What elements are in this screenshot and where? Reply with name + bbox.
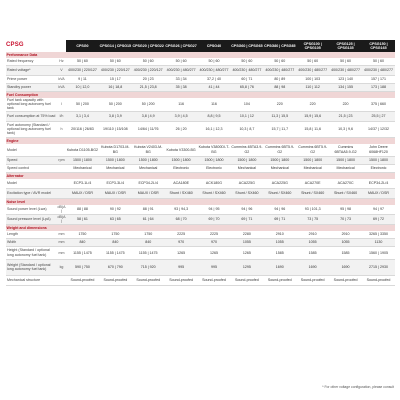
table-cell: 1585 <box>329 246 362 259</box>
table-cell: 2280 <box>230 231 263 239</box>
table-cell: 3,1 | 3,4 <box>66 111 99 121</box>
table-cell: 1500 | 1800 <box>99 156 132 164</box>
table-cell: Mechanical <box>99 164 132 172</box>
table-cell: 995 <box>198 259 231 275</box>
table-cell: 1155 | 1475 <box>66 246 99 259</box>
table-cell: 400/230 | 480/277 <box>198 66 231 76</box>
table-cell: Shunt / SX460 <box>263 188 296 198</box>
row-unit: dB(A) <box>57 204 66 214</box>
spec-table-body <box>6 40 395 285</box>
model-header: CPSG40 <box>198 40 231 52</box>
table-cell: 20/116 | 26/83 <box>66 121 99 137</box>
model-header: CPSG14 | CPSG15 <box>99 40 132 52</box>
table-cell: 1750 <box>132 231 165 239</box>
table-cell: 26 | 20 <box>165 121 198 137</box>
row-unit: rpm <box>57 156 66 164</box>
model-header: CPSG100 | CPSG105 <box>296 40 329 52</box>
table-cell: 90 | 92 <box>99 205 132 215</box>
table-cell: 60 | 71 <box>230 76 263 84</box>
table-row <box>6 111 395 121</box>
table-row <box>6 246 395 259</box>
table-cell: 15,7 | 11,7 <box>263 121 296 137</box>
table-row <box>6 164 395 172</box>
table-cell: 73 | 75 <box>296 214 329 224</box>
table-cell: 970 <box>198 238 231 246</box>
table-cell: 220 <box>296 98 329 111</box>
table-cell: ECP3-3L/4 <box>99 179 132 189</box>
section-title: Engine <box>6 137 395 144</box>
table-cell: 69 | 72 <box>362 214 395 224</box>
row-unit: kg <box>57 259 66 275</box>
row-label: Speed control <box>6 164 57 172</box>
table-cell: 1690 <box>296 259 329 275</box>
table-cell: 400/230 | 220/127 <box>66 66 99 76</box>
table-cell: 1690 <box>263 259 296 275</box>
table-cell: 400/230 | 220/127 <box>132 66 165 76</box>
table-cell: Cummins 6BTAA5.9-G2 <box>329 144 362 157</box>
table-cell: 88 | 91 <box>132 205 165 215</box>
table-cell: Shunt / SX460 <box>230 188 263 198</box>
table-cell: ECP34-2L/4 <box>362 179 395 189</box>
table-cell: 1130 <box>362 238 395 246</box>
row-unit <box>57 164 66 172</box>
row-label: Height (Standard / optional long autonomy fuel tank) <box>6 246 57 259</box>
table-row <box>6 259 395 275</box>
table-cell: Cummins 6BT5.9-G2 <box>263 144 296 157</box>
table-row <box>6 231 395 239</box>
table-row <box>6 179 395 189</box>
table-cell: 95 | 98 <box>329 205 362 215</box>
row-label: Rated voltage* <box>6 66 57 76</box>
table-cell: 33 | 34 <box>165 76 198 84</box>
row-unit: Hz <box>57 58 66 66</box>
row-unit: h <box>57 121 66 137</box>
row-label: Rated frequency <box>6 58 57 66</box>
table-cell: 134 | 155 <box>329 84 362 92</box>
table-cell: 2715 | 2930 <box>362 259 395 275</box>
table-cell: ACA270E <box>296 179 329 189</box>
row-unit: l/h <box>57 111 66 121</box>
table-cell: 3265 | 3350 <box>362 231 395 239</box>
table-cell: 8,8 | 9,5 <box>198 111 231 121</box>
model-header: CPSG125 | CPSG135 <box>329 40 362 52</box>
table-cell: ECP34-2L/4 <box>132 179 165 189</box>
table-cell: 35 | 38 <box>165 84 198 92</box>
table-cell: 80 | 89 <box>263 76 296 84</box>
table-cell: 50 | 60 <box>362 58 395 66</box>
table-cell: 590 | 750 <box>66 259 99 275</box>
table-cell: 670 | 790 <box>99 259 132 275</box>
table-cell: Sound-proofed <box>362 275 395 285</box>
table-cell: Mechanical <box>66 164 99 172</box>
table-cell: ACA225G <box>263 179 296 189</box>
table-cell: 123 | 140 <box>329 76 362 84</box>
table-cell: 65,8 | 76 <box>230 84 263 92</box>
table-cell: 19/110 | 15/108 <box>99 121 132 137</box>
table-cell: 1055 <box>329 238 362 246</box>
table-cell: MAUX / DSR <box>99 188 132 198</box>
table-cell: 50 | 60 <box>296 58 329 66</box>
table-cell: ACK180G <box>198 179 231 189</box>
table-cell: 10,3 | 8,7 <box>230 121 263 137</box>
table-row <box>6 98 395 111</box>
footnote: * For other voltage configuration, please consult <box>322 385 394 389</box>
table-cell: ACA180E <box>165 179 198 189</box>
table-cell: 50 | 200 <box>99 98 132 111</box>
table-cell: Electronic <box>362 164 395 172</box>
table-cell: MAUX / DSR <box>66 188 99 198</box>
row-label: Excitation type / AVR model <box>6 188 57 198</box>
table-row <box>6 238 395 246</box>
table-cell: 220 <box>263 98 296 111</box>
row-label: Standby power <box>6 84 57 92</box>
table-cell: 1500 | 1800 <box>329 156 362 164</box>
table-cell: 1560 | 1905 <box>362 246 395 259</box>
table-cell: 50 | 60 <box>329 58 362 66</box>
table-cell: 50 | 60 <box>198 58 231 66</box>
table-cell: Kubota V3300-BG <box>165 144 198 157</box>
table-cell: 21,5 | 23,8 <box>132 84 165 92</box>
table-cell: 2225 <box>198 231 231 239</box>
table-cell: 9 | 11 <box>66 76 99 84</box>
table-cell: 41 | 44 <box>198 84 231 92</box>
table-cell: 1500 | 1800 <box>263 156 296 164</box>
table-cell: 715 | 920 <box>132 259 165 275</box>
model-header: CPSG26 | CPSG27 <box>165 40 198 52</box>
table-cell: 10 | 12,0 <box>66 84 99 92</box>
row-unit <box>57 179 66 189</box>
row-unit: kVA <box>57 76 66 84</box>
table-cell: Mechanical <box>230 164 263 172</box>
table-cell: 93 | 94,3 <box>165 205 198 215</box>
row-unit: kVA <box>57 84 66 92</box>
row-label: Width <box>6 238 57 246</box>
row-label: Sound pressure level (LpA) <box>6 214 57 224</box>
section-title: Fuel Consumption <box>6 92 395 99</box>
model-header: CPSG20 | CPSG22 <box>132 40 165 52</box>
row-unit: mm <box>57 238 66 246</box>
row-label: Model <box>6 144 57 157</box>
table-cell: 1500 | 1800 <box>165 156 198 164</box>
header-row <box>6 40 395 52</box>
table-cell: Kubota V3800DI-T-BG <box>198 144 231 157</box>
table-cell: Mechanical <box>263 164 296 172</box>
table-cell: 94 | 96 <box>230 205 263 215</box>
section-title: Noise level <box>6 198 395 205</box>
table-cell: 2225 <box>165 231 198 239</box>
table-cell: Kubota D1703-M-BG <box>99 144 132 157</box>
row-label: Prime power <box>6 76 57 84</box>
table-row <box>6 214 395 224</box>
table-cell: 3,8 | 4,9 <box>132 111 165 121</box>
table-cell: 50 | 200 <box>132 98 165 111</box>
table-cell: Shunt / SX460 <box>296 188 329 198</box>
row-label: Model <box>6 179 57 189</box>
table-cell: MAUX / DSR <box>132 188 165 198</box>
table-cell: 94 | 95 <box>198 205 231 215</box>
table-cell: 116 <box>165 98 198 111</box>
table-cell: ECP3-1L/4 <box>66 179 99 189</box>
table-cell: 1155 | 1475 <box>99 246 132 259</box>
table-cell: 375 | 660 <box>362 98 395 111</box>
table-cell: 110 | 112 <box>296 84 329 92</box>
table-cell: Sound-proofed <box>132 275 165 285</box>
table-cell: 14/37 | 12/32 <box>362 121 395 137</box>
table-cell: 1500 | 1800 <box>132 156 165 164</box>
table-cell: 2910 <box>263 231 296 239</box>
table-cell: 20 | 23 <box>132 76 165 84</box>
table-cell: 840 <box>132 238 165 246</box>
table-cell: 16,1 | 12,3 <box>198 121 231 137</box>
table-cell: 10,3 | 9,6 <box>329 121 362 137</box>
table-row <box>6 275 395 285</box>
table-cell: Electronic <box>198 164 231 172</box>
table-cell: Shunt / SX460 <box>198 188 231 198</box>
spec-table <box>6 40 395 286</box>
table-cell: MAUX / DSR <box>362 188 395 198</box>
table-cell: 50 | 60 <box>230 58 263 66</box>
table-cell: 3,8 | 3,9 <box>99 111 132 121</box>
table-cell: 61 | 64 <box>132 214 165 224</box>
table-cell: Shunt / SX460 <box>329 188 362 198</box>
table-cell: Mechanical <box>329 164 362 172</box>
table-cell: 14/64 | 11/76 <box>132 121 165 137</box>
table-cell: 15,9 | 15,6 <box>296 111 329 121</box>
row-label: Fuel tank capacity with optional long autonomy fuel tank <box>6 98 57 111</box>
row-unit: mm <box>57 231 66 239</box>
table-cell: 50 | 60 <box>263 58 296 66</box>
table-cell: 400/230 | 480/277 <box>329 66 362 76</box>
table-cell: 58 | 61 <box>66 214 99 224</box>
table-cell: 10,1 | 12 <box>230 111 263 121</box>
table-cell: 116 <box>198 98 231 111</box>
table-cell: 1500 | 1800 <box>198 156 231 164</box>
table-cell: ACA225G <box>230 179 263 189</box>
table-cell: 1585 <box>263 246 296 259</box>
model-header: CPSG0 <box>66 40 99 52</box>
table-cell: 400/230 | 480/277 <box>263 66 296 76</box>
section-title: Performance Data <box>6 52 395 58</box>
table-cell: 69 | 71 <box>230 214 263 224</box>
table-cell: 16 | 18,8 <box>99 84 132 92</box>
row-unit <box>57 275 66 285</box>
table-cell: 157 | 171 <box>362 76 395 84</box>
table-cell: Cummins 6BT5.9-G2 <box>296 144 329 157</box>
table-row <box>6 144 395 157</box>
table-cell: 69 | 70 <box>198 214 231 224</box>
table-cell: 15 | 17 <box>99 76 132 84</box>
table-cell: Electronic <box>165 164 198 172</box>
row-label: Weight (Standard / optional long autonomy fuel tank) <box>6 259 57 275</box>
table-cell: 69 | 71 <box>263 214 296 224</box>
row-unit <box>57 144 66 157</box>
table-cell: John Deere 6068HF120 <box>362 144 395 157</box>
table-cell: 94 | 97 <box>362 205 395 215</box>
table-row <box>6 84 395 92</box>
table-row <box>6 58 395 66</box>
model-header: CPSG60 | CPSG65 <box>230 40 263 52</box>
table-cell: 1295 <box>230 259 263 275</box>
table-cell: 400/230 | 480/277 <box>362 66 395 76</box>
table-cell: 1265 <box>230 246 263 259</box>
table-cell: 840 <box>66 238 99 246</box>
table-cell: 88 | 98 <box>263 84 296 92</box>
table-cell: 995 <box>165 259 198 275</box>
table-cell: 1500 | 1800 <box>362 156 395 164</box>
table-cell: Sound-proofed <box>66 275 99 285</box>
row-label: Sound power level (Lwa) <box>6 205 57 215</box>
table-cell: 88 | 88 <box>66 205 99 215</box>
table-cell: 1500 | 1800 <box>66 156 99 164</box>
row-unit: V <box>57 66 66 76</box>
row-unit: l <box>57 98 66 111</box>
table-cell: 400/230 | 480/277 <box>230 66 263 76</box>
table-row <box>6 188 395 198</box>
table-cell: 1055 <box>263 238 296 246</box>
table-cell: 220 <box>329 98 362 111</box>
table-cell: Sound-proofed <box>99 275 132 285</box>
table-cell: Mechanical <box>296 164 329 172</box>
table-row <box>6 121 395 137</box>
row-unit: dB(A) <box>57 214 66 224</box>
table-cell: 1055 <box>296 238 329 246</box>
table-cell: 50 | 60 <box>132 58 165 66</box>
row-label: Fuel consumption at 75% load <box>6 111 57 121</box>
table-cell: 11,3 | 15,5 <box>263 111 296 121</box>
table-cell: 400/230 | 220/127 <box>99 66 132 76</box>
table-cell: Sound-proofed <box>329 275 362 285</box>
table-cell: Shunt / SX460 <box>165 188 198 198</box>
row-unit <box>57 188 66 198</box>
table-cell: 1265 <box>198 246 231 259</box>
table-cell: 2910 <box>329 231 362 239</box>
table-cell: 2910 <box>296 231 329 239</box>
model-header: CPSG80 | CPSG85 <box>263 40 296 52</box>
table-cell: ACA270C <box>329 179 362 189</box>
table-cell: 100 | 103 <box>296 76 329 84</box>
table-row <box>6 205 395 215</box>
table-cell: 173 | 188 <box>362 84 395 92</box>
table-cell: Sound-proofed <box>198 275 231 285</box>
table-cell: 15,8 | 11,6 <box>296 121 329 137</box>
table-row <box>6 156 395 164</box>
table-cell: 1500 | 1800 <box>296 156 329 164</box>
table-cell: 70 | 73 <box>329 214 362 224</box>
table-cell: Sound-proofed <box>263 275 296 285</box>
table-cell: 970 <box>165 238 198 246</box>
table-cell: Kubota V2403-M-BG <box>132 144 165 157</box>
table-cell: Sound-proofed <box>296 275 329 285</box>
table-cell: 50 | 60 <box>165 58 198 66</box>
table-cell: 1750 <box>99 231 132 239</box>
table-cell: Cummins 4BTA3.9-G2 <box>230 144 263 157</box>
model-header: CPSG150 | CPSG165 <box>362 40 395 52</box>
table-cell: 1750 <box>66 231 99 239</box>
table-cell: 1265 <box>165 246 198 259</box>
table-cell: 94 | 96 <box>263 205 296 215</box>
table-cell: Mechanical <box>132 164 165 172</box>
row-unit: mm <box>57 246 66 259</box>
table-cell: 50 | 60 <box>99 58 132 66</box>
table-cell: 21,5 | 23 <box>329 111 362 121</box>
row-label: Length <box>6 231 57 239</box>
table-cell: 3,9 | 4,5 <box>165 111 198 121</box>
table-cell: 63 | 65 <box>99 214 132 224</box>
table-cell: 1585 <box>296 246 329 259</box>
section-title: Weight and dimensions <box>6 224 395 231</box>
table-cell: 1055 <box>230 238 263 246</box>
table-cell: 50 | 60 <box>66 58 99 66</box>
table-cell: 68 | 70 <box>165 214 198 224</box>
brand-label: CPSG <box>6 42 24 48</box>
row-label: Speed <box>6 156 57 164</box>
table-cell: 1690 <box>329 259 362 275</box>
table-cell: 400/230 | 480/277 <box>165 66 198 76</box>
table-cell: 104 <box>230 98 263 111</box>
table-cell: Kubota D1105-BG2 <box>66 144 99 157</box>
table-cell: 1155 | 1475 <box>132 246 165 259</box>
table-cell: Sound-proofed <box>165 275 198 285</box>
table-row <box>6 76 395 84</box>
table-cell: 25,5 | 27 <box>362 111 395 121</box>
table-cell: 37,2 | 40 <box>198 76 231 84</box>
table-cell: 840 <box>99 238 132 246</box>
section-title: Alternator <box>6 172 395 179</box>
table-cell: 400/230 | 480/277 <box>296 66 329 76</box>
table-cell: 1500 | 1800 <box>230 156 263 164</box>
table-cell: 50 | 200 <box>66 98 99 111</box>
table-cell: Sound-proofed <box>230 275 263 285</box>
table-row <box>6 66 395 76</box>
table-cell: 93 | 101,3 <box>296 205 329 215</box>
row-label: Fuel autonomy (Standard / optional long autonomy fuel tank) <box>6 121 57 137</box>
row-label: Mechanical structure <box>6 275 57 285</box>
